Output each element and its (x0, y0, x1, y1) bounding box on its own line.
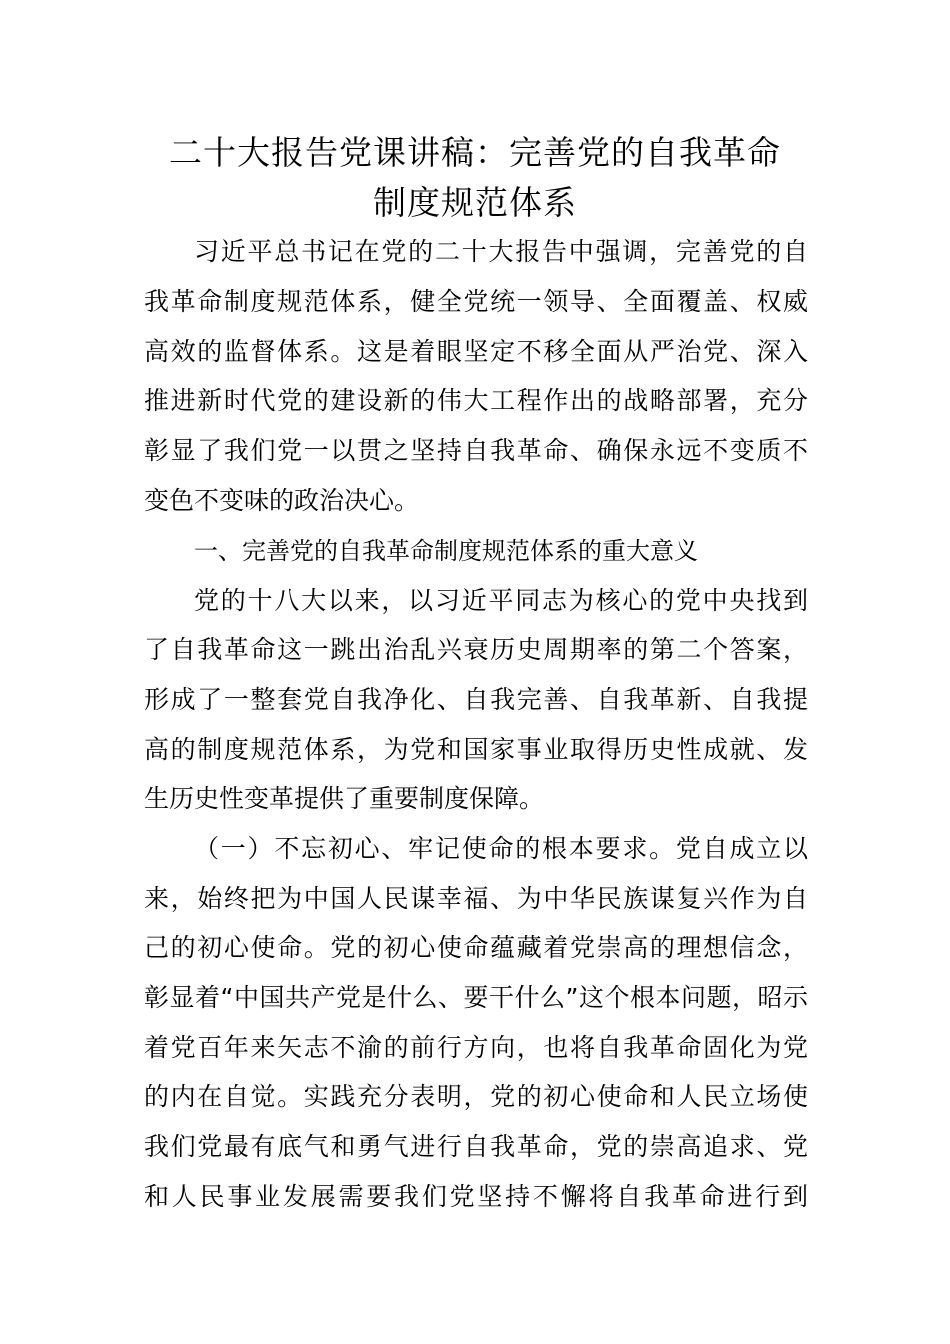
paragraph-1-line-1: 习近平总书记在党的二十大报告中强调，完善党的自 (194, 237, 808, 266)
paragraph-3-line-8: 和人民事业发展需要我们党坚持不懈将自我革命进行到 (144, 1182, 808, 1211)
document-title-line-2: 制度规范体系 (373, 183, 577, 222)
paragraph-3-line-6: 的内在自觉。实践充分表明，党的初心使命和人民立场使 (144, 1082, 808, 1111)
paragraph-1-line-4: 推进新时代党的建设新的伟大工程作出的战略部署，充分 (144, 386, 808, 415)
paragraph-3-line-4: 彰显着“中国共产党是什么、要干什么”这个根本问题，昭示 (144, 983, 808, 1012)
paragraph-2-line-3: 形成了一整套党自我净化、自我完善、自我革新、自我提 (144, 685, 808, 714)
paragraph-3-line-7: 我们党最有底气和勇气进行自我革命，党的崇高追求、党 (144, 1132, 808, 1161)
paragraph-1-line-5: 彰显了我们党一以贯之坚持自我革命、确保永远不变质不 (144, 436, 808, 465)
section-heading-1: 一、完善党的自我革命制度规范体系的重大意义 (194, 537, 698, 565)
paragraph-2-line-5: 生历史性变革提供了重要制度保障。 (144, 784, 545, 813)
paragraph-1-line-6: 变色不变味的政治决心。 (144, 486, 420, 515)
paragraph-3-line-1: （一）不忘初心、牢记使命的根本要求。党自成立以 (194, 834, 808, 863)
paragraph-1-line-3: 高效的监督体系。这是着眼坚定不移全面从严治党、深入 (144, 337, 808, 366)
paragraph-2-line-4: 高的制度规范体系，为党和国家事业取得历史性成就、发 (144, 735, 808, 764)
paragraph-3-line-5: 着党百年来矢志不渝的前行方向，也将自我革命固化为党 (144, 1033, 808, 1062)
paragraph-3-line-2: 来，始终把为中国人民谋幸福、为中华民族谋复兴作为自 (144, 884, 808, 913)
paragraph-2-line-2: 了自我革命这一跳出治乱兴衰历史周期率的第二个答案， (144, 635, 808, 664)
document-title-line-1: 二十大报告党课讲稿：完善党的自我革命 (169, 133, 781, 172)
paragraph-3-line-3: 己的初心使命。党的初心使命蕴藏着党崇高的理想信念， (144, 933, 808, 962)
paragraph-2-line-1: 党的十八大以来，以习近平同志为核心的党中央找到 (194, 586, 808, 615)
paragraph-1-line-2: 我革命制度规范体系，健全党统一领导、全面覆盖、权威 (144, 287, 808, 316)
